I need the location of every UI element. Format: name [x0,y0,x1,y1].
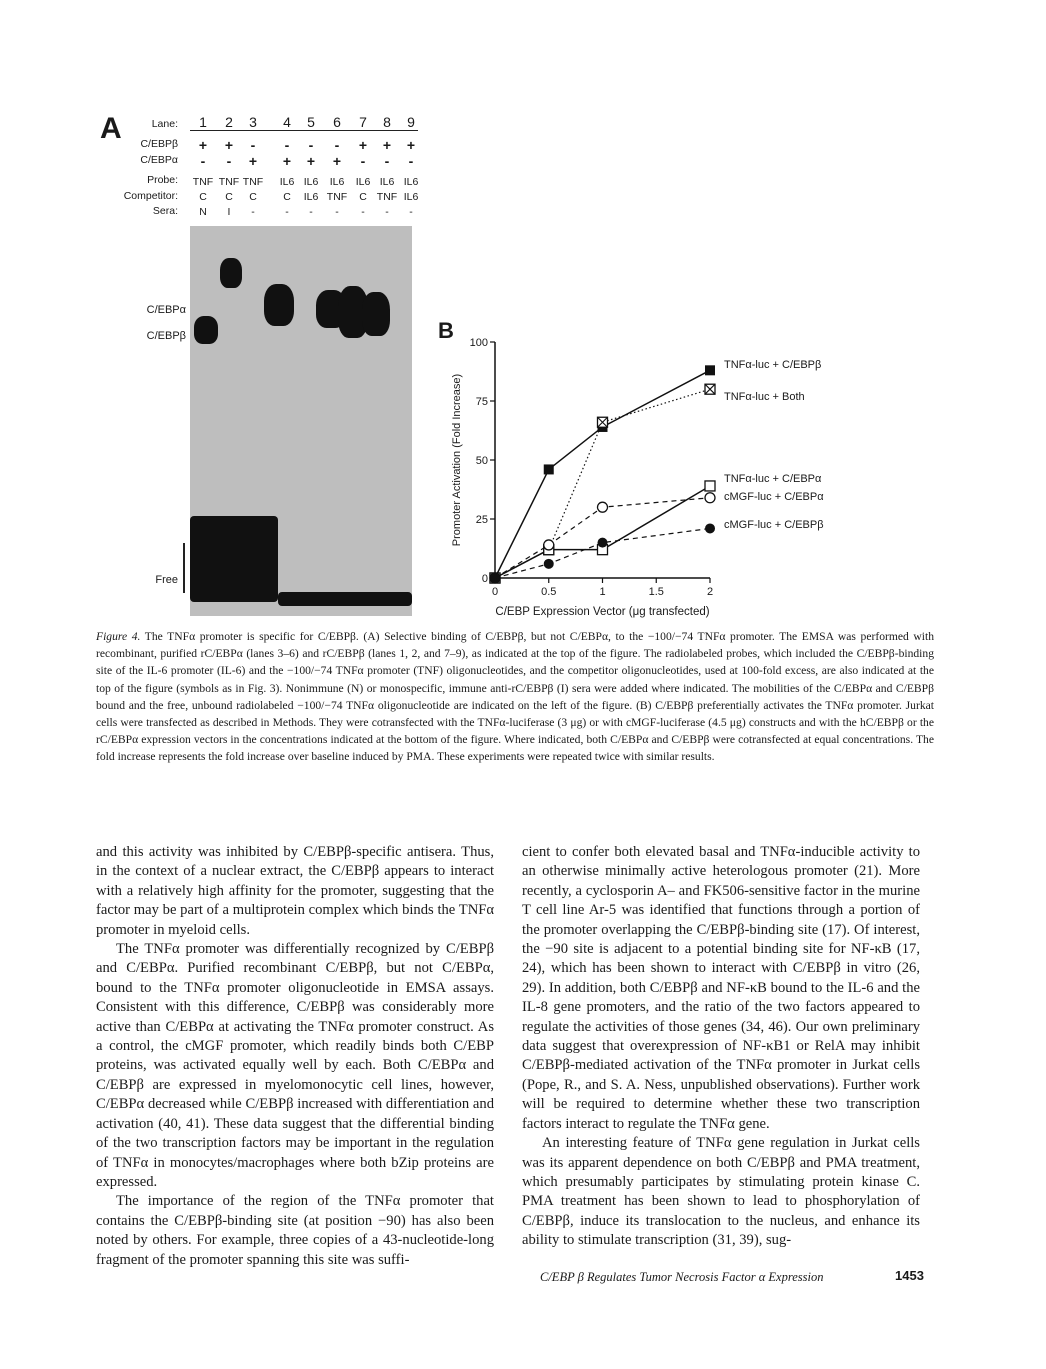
body-paragraph: The TNFα promoter was differentially recognized by C/EBPβ and C/EBPα. Purified recombinant C/EBPβ, but not C/EBPα, bound to the TNFα promoter oligonucleotide in EMSA assays. Consistent with this difference, C/EBPβ was considerably more active than C/EBPα at activating the TNFα promoter construct. As a control, the cMGF promoter, which readily binds both C/EBP proteins, was activated equally well by each. Both C/EBPα and C/EBPβ are expressed in myelomonocytic cell lines, however, C/EBPα decreased while C/EBPβ increased with differentiation and activation (40, 41). These data suggest that the differential binding of the two transcription factors may be important in the regulation of TNFα in monocytes/macrophages where both bZip proteins are expressed. [96,941,494,1190]
lane-underline [190,130,418,131]
body-left-column [96,843,494,1270]
probe-lane-1: TNF [192,176,214,188]
cebpa-row [190,153,420,170]
free-indicator-bar [183,543,185,593]
cebpb-lane-7: + [358,137,368,153]
data-point-filled-circle [598,538,608,548]
probe-lane-4: IL6 [279,176,295,188]
gel-band [220,258,242,288]
legend-label: cMGF-luc + C/EBPα [724,491,824,503]
cebpb-lane-3: - [250,137,256,153]
lane-row-label: Lane: [151,118,178,130]
cebpa-band-label: C/EBPα [146,304,186,316]
x-tick-label: 1 [599,586,606,598]
body-paragraph: An interesting feature of TNFα gene regulation in Jurkat cells was its apparent dependence on both C/EBPβ and PMA treatment, which presumably participates by stimulating protein kinase C. PMA treatment has been shown to lead to phosphorylation of C/EBPβ, induce its translocation to the nucleus, and enhance its ability to stimulate transcription (31, 39), sug- [522,1135,920,1249]
cebpa-lane-6: + [332,153,342,169]
sera-lane-8: - [385,206,389,218]
competitor-lane-7: C [359,191,367,203]
probe-lane-3: TNF [242,176,264,188]
cebpa-lane-5: + [306,153,316,169]
competitor-lane-1: C [199,191,207,203]
probe-row [190,176,420,190]
sera-row [190,206,420,220]
competitor-lane-3: C [249,191,257,203]
y-tick-label: 25 [475,514,488,526]
probe-lane-8: IL6 [379,176,395,188]
caption-label: Figure 4. [96,630,141,643]
competitor-lane-8: TNF [376,191,398,203]
sera-lane-2: I [227,206,231,218]
lanes-lane-8: 8 [383,114,391,130]
probe-lane-2: TNF [218,176,240,188]
panel-b-letter: B [438,318,454,343]
data-point-filled-square [544,464,554,474]
y-tick-label: 75 [475,396,488,408]
competitor-lane-4: C [283,191,291,203]
cebpa-lane-2: - [226,153,232,169]
body-right-column [522,843,920,1251]
probe-row-label: Probe: [147,174,178,186]
cebpb-band-label: C/EBPβ [146,330,186,342]
lanes-lane-6: 6 [333,114,341,130]
y-tick-label: 0 [481,573,488,585]
sera-lane-6: - [335,206,339,218]
data-point-open-circle [544,540,554,550]
cebpa-lane-9: - [408,153,414,169]
data-point-filled-square [705,365,715,375]
body-paragraph: The importance of the region of the TNFα promoter that contains the C/EBPβ-binding site (at position −90) has also been noted by others. For example, three copies of a 43-nucleotide-long fragment of the promoter spanning this site was suffi- [96,1193,494,1268]
cebpa-lane-7: - [360,153,366,169]
competitor-lane-6: TNF [326,191,348,203]
data-point-filled-circle [705,523,715,533]
y-axis-label: Promoter Activation (Fold Increase) [451,373,463,547]
lanes-lane-9: 9 [407,114,415,130]
legend-label: TNFα-luc + C/EBPβ [724,359,822,371]
cebpb-row [190,137,420,154]
legend-label: TNFα-luc + Both [724,391,805,403]
x-tick-label: 0.5 [541,586,557,598]
lanes-lane-2: 2 [225,114,233,130]
sera-lane-5: - [309,206,313,218]
cebpa-lane-8: - [384,153,390,169]
data-point-open-circle [598,502,608,512]
caption-text: The TNFα promoter is specific for C/EBPβ. (A) Selective binding of C/EBPβ, but not C/EBPα, to the −100/−74 TNFα promoter. The EMSA was performed with recombinant, purified rC/EBPα (lanes 3–6) and rC/EBPβ (lanes 1, 2, and 7–9), as indicated at the top of the figure. The radiolabeled probes, which included the C/EBPβ-binding site of the IL-6 promoter (IL-6) and the −100/−74 TNFα promoter (TNF) oligonucleotides, and the competitor oligonucleotides, used at 100-fold excess, are also indicated at the top of the figure (symbols as in Fig. 3). Nonimmune (N) or monospecific, immune anti-rC/EBPβ (I) sera were added where indicated. The mobilities of the C/EBPα and C/EBPβ bound and the free, unbound radiolabeled −100/−74 TNFα oligonucleotide are indicated on the left of the figure. (B) C/EBPβ preferentially activates the TNFα promoter. Jurkat cells were transfected as described in Methods. They were cotransfected with the TNFα-luciferase (3 μg) or with cMGF-luciferase (4.5 μg) constructs and with the hC/EBPβ or the rC/EBPα expression vectors in the concentrations indicated at the bottom of the figure. Where indicated, both C/EBPα and C/EBPβ were cotransfected at equal concentrations. The fold increase represents the fold increase over baseline induced by PMA. These experiments were repeated twice with similar results. [96,630,934,764]
sera-lane-4: - [285,206,289,218]
x-axis-label: C/EBP Expression Vector (μg transfected) [495,606,710,618]
competitor-row [190,191,420,205]
cebpa-lane-3: + [248,153,258,169]
sera-lane-7: - [361,206,365,218]
data-point-open-square [705,481,715,491]
page-number: 1453 [895,1268,924,1283]
cebpb-lane-1: + [198,137,208,153]
competitor-row-label: Competitor: [123,190,178,202]
sera-lane-9: - [409,206,413,218]
competitor-lane-9: IL6 [403,191,419,203]
cebpb-lane-9: + [406,137,416,153]
series-line [495,486,710,578]
body-paragraph: and this activity was inhibited by C/EBPβ-specific antisera. Thus, in the context of a nuclear extract, the C/EBPβ appears to interact with a relatively high affinity for the promoter, suggesting that the factor may be part of a multiprotein complex which binds the TNFα promoter in myeloid cells. [96,844,494,938]
gel-free-probe [278,592,412,606]
emsa-gel-image [190,226,412,616]
probe-lane-5: IL6 [303,176,319,188]
cebpb-lane-5: - [308,137,314,153]
y-tick-label: 50 [475,455,488,467]
lanes-lane-1: 1 [199,114,207,130]
gel-band [194,316,218,344]
probe-lane-6: IL6 [329,176,345,188]
probe-lane-7: IL6 [355,176,371,188]
promoter-activation-chart [440,322,910,627]
sera-row-label: Sera: [152,205,178,217]
competitor-lane-2: C [225,191,233,203]
gel-band [264,284,294,326]
data-point-open-circle [705,493,715,503]
x-tick-label: 0 [491,586,499,598]
lanes-lane-4: 4 [283,114,291,130]
data-point-filled-circle [490,573,500,583]
gel-band [362,292,390,336]
probe-lane-9: IL6 [403,176,419,188]
cebpb-lane-6: - [334,137,340,153]
panel-a-letter: A [100,112,122,145]
cebpa-lane-4: + [282,153,292,169]
free-band-label: Free [155,574,178,586]
lanes-lane-7: 7 [359,114,367,130]
gel-free-probe [190,516,278,602]
cebpb-lane-4: - [284,137,290,153]
lanes-lane-3: 3 [249,114,257,130]
sera-lane-1: N [199,206,207,218]
x-tick-label: 1.5 [648,586,664,598]
cebpb-lane-2: + [224,137,234,153]
figure-caption [96,628,934,766]
legend-label: TNFα-luc + C/EBPα [724,473,822,485]
cebpa-lane-1: - [200,153,206,169]
competitor-lane-5: IL6 [303,191,319,203]
y-tick-label: 100 [469,337,488,349]
sera-lane-3: - [251,206,255,218]
legend-label: cMGF-luc + C/EBPβ [724,519,824,531]
cebpa-row-label: C/EBPα [140,154,178,166]
x-tick-label: 2 [706,586,714,598]
cebpb-row-label: C/EBPβ [140,138,178,150]
body-paragraph: cient to confer both elevated basal and TNFα-inducible activity to an otherwise minimally active heterologous promoter (21). More recently, a cyclosporin A– and FK506-sensitive factor in the murine T cell line Ar-5 was identified that functions through a portion of the promoter overlapping the C/EBPβ-binding site (17). Of interest, the −90 site is adjacent to a potential binding site for NF-κB (17, 24), which has been shown to interact with C/EBPβ in vitro (26, 29). In addition, both C/EBPβ and NF-κB bound to the IL-6 and the IL-8 gene promoters, and the ratio of the two factors appeared to regulate the activities of those genes (34, 46). Our own preliminary data suggest that overexpression of NF-κB1 or RelA may inhibit C/EBPβ-mediated activation of the TNFα promoter in Jurkat cells (Pope, R., and S. A. Ness, unpublished observations). Further work will be required to determine whether these two transcription factors interact to regulate the TNFα gene. [522,844,920,1132]
data-point-filled-circle [544,559,554,569]
cebpb-lane-8: + [382,137,392,153]
lanes-lane-5: 5 [307,114,315,130]
running-title: C/EBP β Regulates Tumor Necrosis Factor α Expression [540,1270,824,1284]
